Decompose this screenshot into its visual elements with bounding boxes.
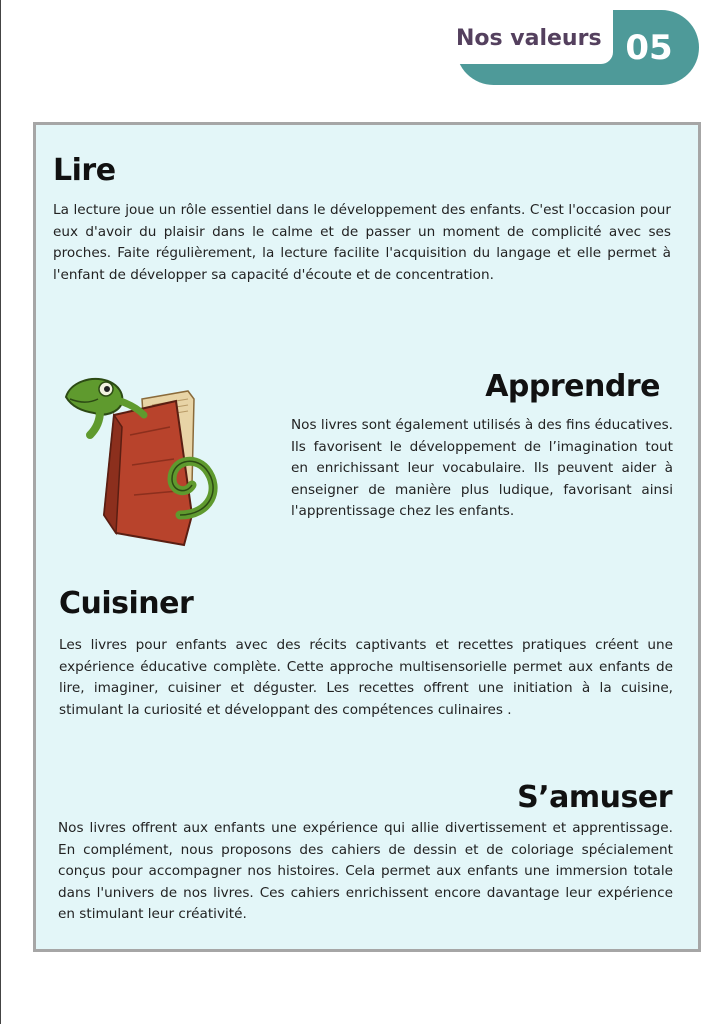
section-heading-samuser: S’amuser: [517, 780, 672, 815]
page-title: Nos valeurs: [456, 26, 602, 51]
section-heading-apprendre: Apprendre: [485, 369, 660, 404]
chameleon-book-illustration: [60, 365, 230, 550]
section-text-apprendre: Nos livres sont également utilisés à des fins éducatives. Ils favorisent le développement de l’imagination tout en enrichissant leur vocabulaire. Ils peuvent aider à enseigner de manière plus ludique, favorisant ainsi l'apprentissage chez les enfants.: [291, 417, 673, 520]
section-text-samuser: Nos livres offrent aux enfants une expérience qui allie divertissement et apprentissage. En complément, nous proposons des cahiers de dessin et de coloriage spécialement conçus pour accompagner nos histoires. Cela permet aux enfants une immersion totale dans l'univers de nos livres. Ces cahiers enrichissent encore davantage leur expérience en stimulant leur créativité.: [58, 820, 673, 923]
section-text-cuisiner: Les livres pour enfants avec des récits captivants et recettes pratiques créent une expérience éducative complète. Cette approche multisensorielle permet aux enfants de lire, imaginer, cuisiner et déguster. Les recettes offrent une initiation à la cuisine, stimulant la curiosité et développant des compétences culinaires .: [59, 637, 673, 718]
page-edge-rule: [0, 0, 1, 1024]
page-number: 05: [625, 28, 673, 68]
section-text-lire: La lecture joue un rôle essentiel dans le développement des enfants. C'est l'occasion pour eux d'avoir du plaisir dans le calme et de passer un moment de complicité avec ses proches. Faite régulièrement, la lecture facilite l'acquisition du langage et elle permet à l'enfant de développer sa capacité d'écoute et de concentration.: [53, 202, 671, 283]
section-heading-lire: Lire: [53, 153, 116, 188]
section-heading-cuisiner: Cuisiner: [59, 586, 194, 621]
